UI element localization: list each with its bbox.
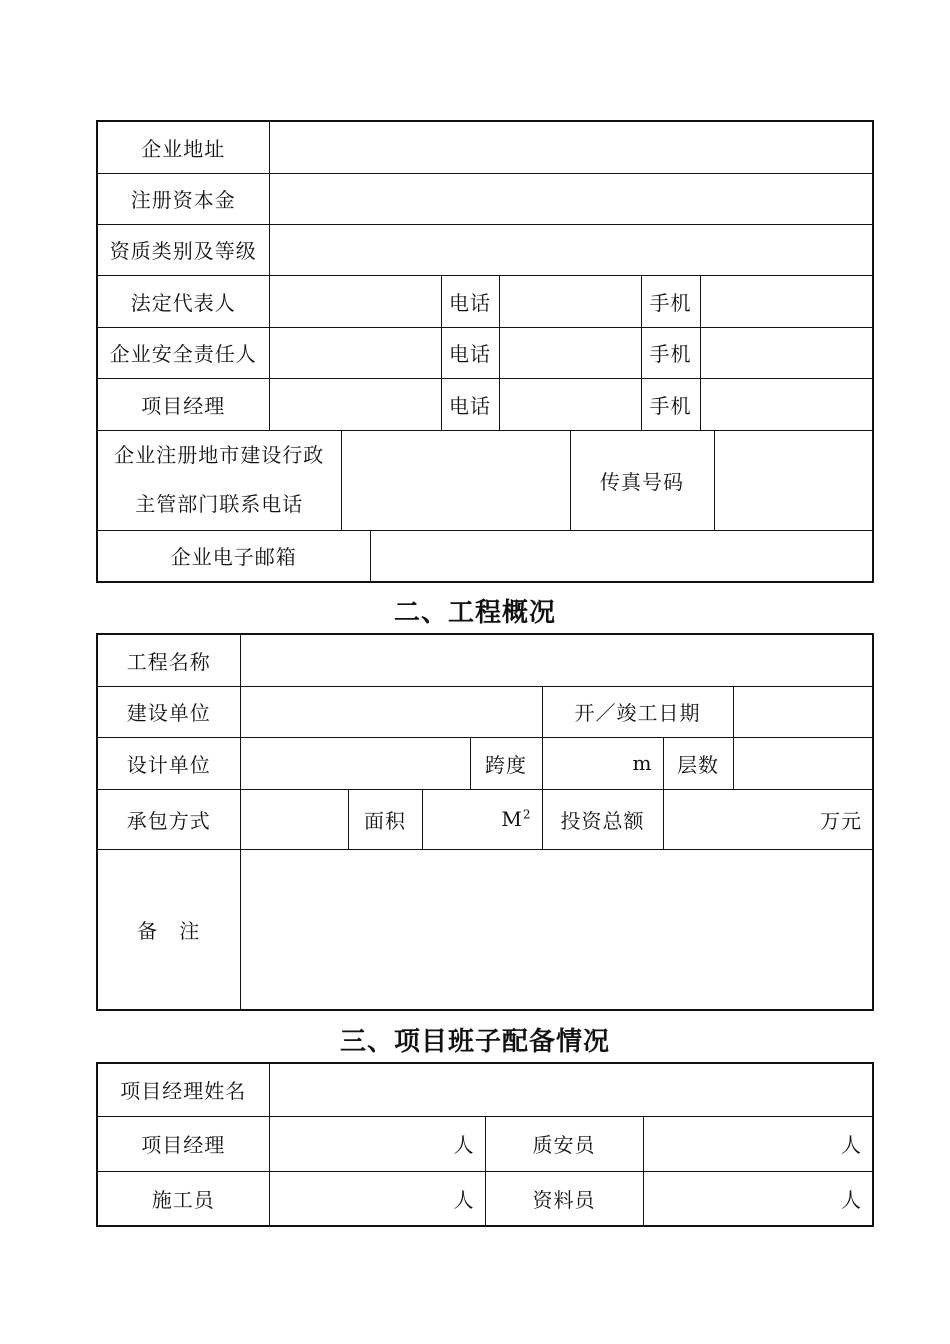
staff-docs-row <box>97 1171 873 1226</box>
safety-lead-value[interactable] <box>269 327 441 378</box>
safety-lead-mobile-label: 手机 <box>641 327 700 378</box>
contract-value[interactable] <box>240 789 348 849</box>
floors-label: 层数 <box>663 737 733 789</box>
area-label: 面积 <box>348 789 422 849</box>
safety-lead-label: 企业安全责任人 <box>97 327 269 378</box>
legal-rep-mobile-label: 手机 <box>641 275 700 327</box>
remarks-label: 备 注 <box>97 849 240 1010</box>
pm-count-value[interactable] <box>269 1116 485 1171</box>
email-row <box>97 530 873 582</box>
legal-rep-mobile-value[interactable] <box>700 275 873 327</box>
fax-value[interactable] <box>714 430 873 530</box>
qualification-row <box>97 224 873 275</box>
fax-label: 传真号码 <box>570 430 714 530</box>
designer-label: 设计单位 <box>97 737 240 789</box>
area-unit-sup: 2 <box>522 807 532 822</box>
designer-row <box>97 737 873 789</box>
project-team-section <box>96 1062 872 1227</box>
project-manager-row <box>97 378 873 430</box>
span-value[interactable] <box>542 737 663 789</box>
investment-unit: 万元 <box>820 808 863 833</box>
span-unit: m <box>632 751 653 775</box>
qualification-label: 资质类别及等级 <box>97 224 269 275</box>
pm-count-unit: 人 <box>453 1133 475 1157</box>
project-name-value[interactable] <box>240 634 873 686</box>
builder-staff-value[interactable] <box>269 1171 485 1226</box>
project-name-row <box>97 634 873 686</box>
remarks-row <box>97 849 873 1010</box>
project-overview-table <box>96 633 874 1011</box>
project-manager-phone-label: 电话 <box>441 378 499 430</box>
authority-row <box>97 430 873 530</box>
authority-label-line2: 主管部门联系电话 <box>135 492 304 516</box>
remarks-value[interactable] <box>240 849 873 1010</box>
docs-label: 资料员 <box>485 1171 643 1226</box>
legal-rep-row <box>97 275 873 327</box>
qa-count-unit: 人 <box>841 1133 862 1157</box>
area-value[interactable] <box>422 789 542 849</box>
enterprise-info-table <box>96 120 874 583</box>
capital-value[interactable] <box>269 173 873 224</box>
dates-label: 开／竣工日期 <box>542 686 733 737</box>
pm-name-row <box>97 1063 873 1116</box>
authority-phone-label <box>97 430 341 530</box>
builder-staff-label: 施工员 <box>97 1171 269 1226</box>
safety-lead-phone-label: 电话 <box>441 327 499 378</box>
email-label: 企业电子邮箱 <box>97 530 370 582</box>
legal-rep-label: 法定代表人 <box>97 275 269 327</box>
project-manager-mobile-value[interactable] <box>700 378 873 430</box>
span-label: 跨度 <box>470 737 542 789</box>
section2-title: 二、工程概况 <box>393 598 556 628</box>
legal-rep-phone-value[interactable] <box>499 275 641 327</box>
pm-name-label: 项目经理姓名 <box>97 1063 269 1116</box>
pm-name-value[interactable] <box>269 1063 873 1116</box>
qa-count-value[interactable] <box>643 1116 873 1171</box>
address-label: 企业地址 <box>97 121 269 173</box>
investment-label: 投资总额 <box>542 789 663 849</box>
safety-lead-row <box>97 327 873 378</box>
pm-qa-row <box>97 1116 873 1171</box>
designer-value[interactable] <box>240 737 470 789</box>
builder-label: 建设单位 <box>97 686 240 737</box>
section3-title: 三、项目班子配备情况 <box>339 1027 610 1057</box>
project-manager-label: 项目经理 <box>97 378 269 430</box>
project-overview-section <box>96 633 872 1011</box>
floors-value[interactable] <box>733 737 873 789</box>
safety-lead-mobile-value[interactable] <box>700 327 873 378</box>
project-name-label: 工程名称 <box>97 634 240 686</box>
contract-row <box>97 789 873 849</box>
capital-label: 注册资本金 <box>97 173 269 224</box>
authority-phone-value[interactable] <box>341 430 570 530</box>
pm-count-label: 项目经理 <box>97 1116 269 1171</box>
address-value[interactable] <box>269 121 873 173</box>
legal-rep-value[interactable] <box>269 275 441 327</box>
project-manager-value[interactable] <box>269 378 441 430</box>
enterprise-info-section <box>96 120 872 583</box>
dates-value[interactable] <box>733 686 873 737</box>
email-value[interactable] <box>370 530 873 582</box>
qualification-value[interactable] <box>269 224 873 275</box>
authority-label-line1: 企业注册地市建设行政 <box>114 443 325 467</box>
contract-label: 承包方式 <box>97 789 240 849</box>
area-unit: M <box>501 807 523 831</box>
docs-count-unit: 人 <box>841 1187 862 1212</box>
address-row <box>97 121 873 173</box>
project-manager-mobile-label: 手机 <box>641 378 700 430</box>
project-manager-phone-value[interactable] <box>499 378 641 430</box>
builder-staff-unit: 人 <box>453 1187 475 1212</box>
docs-count-value[interactable] <box>643 1171 873 1226</box>
investment-value[interactable] <box>663 789 873 849</box>
project-team-table <box>96 1062 874 1227</box>
qa-label: 质安员 <box>485 1116 643 1171</box>
builder-row <box>97 686 873 737</box>
capital-row <box>97 173 873 224</box>
legal-rep-phone-label: 电话 <box>441 275 499 327</box>
builder-value[interactable] <box>240 686 542 737</box>
safety-lead-phone-value[interactable] <box>499 327 641 378</box>
